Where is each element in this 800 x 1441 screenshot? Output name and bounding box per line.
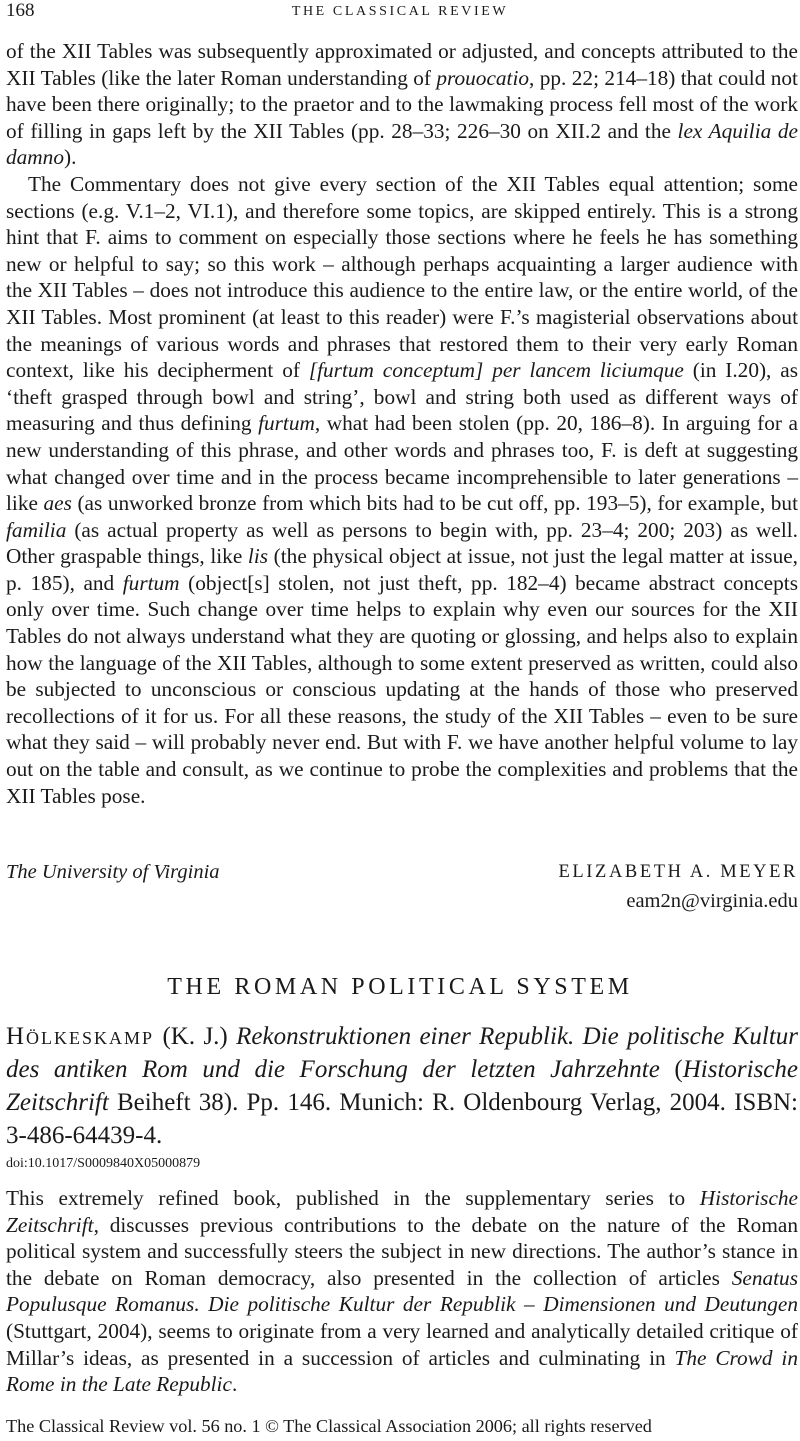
text-run: This extremely refined book, published in the supplementary series to (6, 1186, 700, 1210)
italic-run: furtum (258, 411, 315, 436)
page-header (6, 0, 794, 24)
text-run: , pp. 22; 214–18) that could not have been there originally; to the praetor and to the lawmaking process fell most of the work of filling in gaps left by the XII Tables (pp. 28–33; 226–30 on XII.2 and the (6, 65, 798, 143)
italic-run: aes (43, 491, 72, 516)
page-number: 168 (6, 0, 35, 21)
text-run: (object[s] stolen, not just theft, pp. 182–4) became abstract concepts only over time. Such change over time helps to explain why even our sources for the XII Tables do not always understand what they are quoting or glossing, and helps also to explain how the language of the XII Tables, although to some extent preserved as written, could also be subjected to unconscious or conscious updating at the hands of those who preserved recollections of it for us. For all these reasons, the study of the XII Tables – even to be sure what they said – will probably never end. But with F. we have another helpful volume to lay out on the table and consult, as we continue to probe the complexities and problems that the XII Tables pose. (6, 570, 798, 808)
review-body-2 (6, 1185, 798, 1398)
text-run: (as unworked bronze from which bits had to be cut off, pp. 193–5), for example, but (71, 491, 798, 516)
body-paragraph (6, 171, 798, 809)
italic-run: Senatus Populusque Romanus. Die politische Kultur der Republik – Dimensionen und Deutungen (6, 1265, 798, 1317)
text-run: (the physical object at issue, not just the legal matter at issue, p. 185), and (6, 544, 799, 595)
italic-run: familia (6, 517, 67, 542)
italic-run: Historische Zeitschrift (6, 1186, 798, 1237)
text-run: (in I.20), as ‘theft grasped through bowl and string’, bowl and string both used as different ways of measuring and thus defining (6, 358, 799, 436)
italic-run: Rekonstruktionen einer Republik. Die politische Kultur des antiken Rom und die Forschung der letzten Jahrzehnte (6, 1023, 798, 1083)
text-run: of the XII Tables was subsequently approximated or adjusted, and concepts attributed to the XII Tables (like the later Roman understanding of (6, 39, 798, 90)
text-run: The Commentary does not give every section of the XII Tables equal attention; some sections (e.g. V.1–2, VI.1), and therefore some topics, are skipped entirely. This is a strong hint that F. aims to comment on especially those sections where he feels he has something new or helpful to say; so this work – although perhaps acquainting a larger audience with the XII Tables – does not introduce this audience to the entire law, or the entire world, of the XII Tables. Most prominent (at least to this reader) were F.’s magisterial observations about the meanings of various words and phrases that restored them to their very early Roman context, like his decipherment of (6, 171, 798, 383)
doi-line: doi:10.1017/S0009840X05000879 (6, 1156, 201, 1171)
running-title: THE CLASSICAL REVIEW (291, 4, 509, 19)
italic-run: lis (247, 544, 269, 569)
text-run: (K. J.) (154, 1023, 237, 1050)
text-run: ). (63, 145, 77, 170)
text-run: ( (659, 1056, 683, 1083)
text-run: (Stuttgart, 2004), seems to originate from a very learned and analytically detailed critique of Millar’s ideas, as presented in a succession of articles and culminating in (6, 1318, 798, 1370)
page-footer: The Classical Review vol. 56 no. 1 © The Classical Association 2006; all rights reserved (6, 1416, 652, 1436)
text-run: (as actual property as well as persons to begin with, pp. 23–4; 200; 203) as well. Other graspable things, like (6, 517, 798, 569)
review-body (6, 38, 798, 809)
book-citation (6, 1020, 798, 1152)
body-paragraph (6, 1185, 798, 1398)
italic-run: The Crowd in Rome in the Late Republic (6, 1345, 798, 1397)
text-run: , discusses previous contributions to the debate on the nature of the Roman political system and successfully steers the subject in new directions. The author’s stance in the debate on Roman democracy, also presented in the collection of articles (6, 1212, 798, 1290)
reviewer-signature (6, 859, 798, 919)
author-surname: Hölkeskamp (6, 1023, 155, 1050)
section-title: THE ROMAN POLITICAL SYSTEM (167, 974, 633, 1000)
text-run: Beiheft 38). Pp. 146. Munich: R. Oldenbourg Verlag, 2004. ISBN: 3-486-64439-4. (6, 1089, 798, 1149)
text-run: . (231, 1372, 238, 1397)
text-run: , what had been stolen (pp. 20, 186–8). In arguing for a new understanding of this phrase, and other words and phrases too, F. is deft at suggesting what changed over time and in the process became incomprehensible to later generations – like (6, 411, 798, 516)
italic-run: lex Aquilia de damno (6, 118, 798, 170)
italic-run: prouocatio (436, 65, 530, 90)
reviewer-email: eam2n@virginia.edu (626, 890, 798, 912)
reviewer-affiliation: The University of Virginia (6, 861, 220, 883)
italic-run: furtum (122, 570, 180, 595)
body-paragraph (6, 38, 798, 171)
italic-run: Historische Zeitschrift (6, 1056, 798, 1116)
italic-run: [furtum conceptum] per lancem liciumque (308, 358, 684, 383)
reviewer-name: ELIZABETH A. MEYER (558, 862, 798, 882)
